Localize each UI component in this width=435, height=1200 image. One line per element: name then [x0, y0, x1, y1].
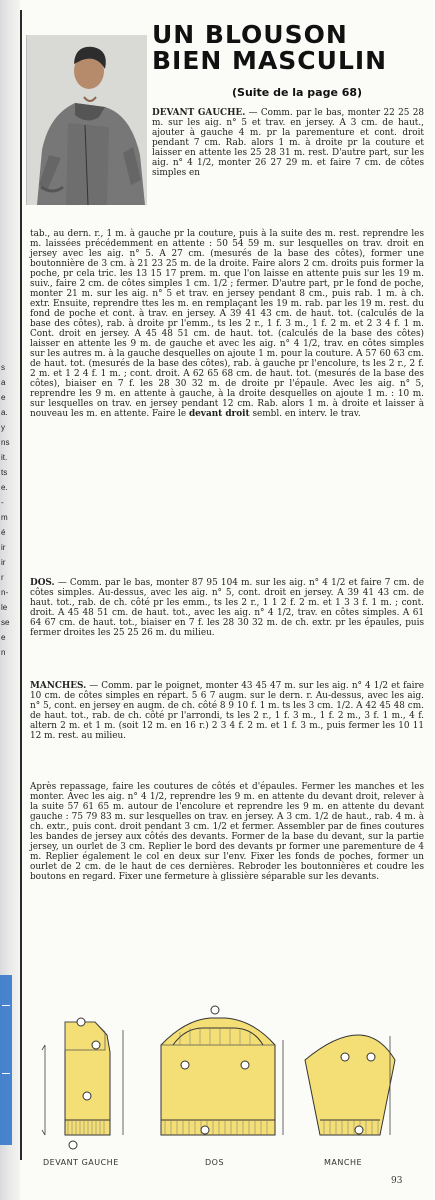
page-number: 93 — [391, 1176, 403, 1186]
margin-char: le — [1, 603, 8, 612]
continuation-note: (Suite de la page 68) — [232, 86, 363, 99]
margin-char: ns — [1, 438, 10, 447]
manche-pattern-diagram — [305, 1035, 395, 1135]
vertical-rule — [20, 10, 22, 1160]
margin-char: s — [1, 363, 5, 372]
diagram-label-dos: DOS — [205, 1158, 225, 1167]
dos-text: — Comm. par le bas, monter 87 95 104 m. sur les aig. n° 4 1/2 et faire 7 cm. de côtes simples. Au-dessus, avec les aig. n° 5, cont. droit en jersey. A 39 41 43 cm. de haut. tot., rab. de ch. côté pr les emm., ts les 2 r., 1 1 2 f. 2 m. et 1 3 3 f. 1 m. ; cont. droit. A 45 48 51 cm. de haut. tot., avec les aig. n° 4 1/2, trav. en côtes simples. A 61 64 67 cm. de haut. tot., biaiser en 7 f. les 28 30 32 m. de ch. extr. pr les épaules, puis fermer droites les 25 25 26 m. du milieu. — [30, 578, 424, 638]
margin-char: se — [1, 618, 10, 627]
margin-char: a — [1, 378, 6, 387]
finishing-section — [30, 782, 424, 882]
title-line-2: BIEN MASCULIN — [152, 46, 388, 75]
devant-gauche-intro — [152, 108, 424, 178]
manches-text: — Comm. par le poignet, monter 43 45 47 m. sur les aig. n° 4 1/2 et faire 10 cm. de côtes simples en répart. 5 6 7 augm. sur le dern. r. Au-dessus, avec les aig. n° 5, cont. en jersey en augm. de ch. côté 8 9 10 f. 1 m. ts les 3 cm. 1/2. A 42 45 48 cm. de haut. tot., rab. de ch. côté pr l'arrondi, ts les 2 r., 1 f. 3 m., 1 f. 2 m., 3 f. 1 m., 4 f. altern 2 m. et 1 m. (soit 12 m. en 16 r.) 2 3 4 f. 2 m. et 1 f. 3 m., puis fermer les 10 11 12 m. rest. au milieu. — [30, 681, 424, 741]
devant-end-text: sembl. en interv. le trav. — [249, 409, 361, 419]
margin-char: n — [1, 648, 6, 657]
margin-char: r — [1, 573, 4, 582]
devant-body-text: tab., au dern. r., 1 m. à gauche pr la couture, puis à la suite des m. rest. reprendre les m. laissées précédemment en attente : 50 54 59 m. sur lesquelles on trav. droit en jersey avec les aig. n° 5. A 27 cm. (mesurés de la base des côtes), former une boutonnière de 3 cm. à 21 23 25 m. de la droite. Faire alors 2 cm. droits puis former la poche, pr cela tric. les 13 15 17 prem. m. que l'on laisse en attente puis sur les 19 m. suiv., faire 2 cm. de côtes simples 1 cm. 1/2 ; fermer. D'autre part, pr le fond de poche, monter 21 m. sur les aig. n° 5 et trav. en jersey pendant 8 cm., puis rab. 1 m. à ch. extr. Ensuite, reprendre ttes les m. en remplaçant les 19 m. rab. par les 19 m. rest. du fond de poche et cont. à trav. en jersey. A 39 41 43 cm. de haut. tot. (calculés de la base des côtes), rab. à droite pr l'emm., ts les 2 r., 1 f. 3 m., 1 f. 2 m. et 2 3 4 f. 1 m. Cont. droit en jersey. A 45 48 51 cm. de haut. tot. (calculés de la base des côtes) laisser en attente les 9 m. de gauche et avec les aig. n° 4 1/2, trav. en côtes simples sur les autres m. à la gauche desquelles on ajoute 1 m. pour la couture. A 57 60 63 cm. de haut. tot. (mesurés de la base des côtes), rab. à gauche pr l'encolure, ts les 2 r., 2 f. 2 m. et 1 2 4 f. 1 m. ; cont. droit. A 62 65 68 cm. de haut. tot. (mesurés de la base des côtes), biaiser en 7 f. les 28 30 32 m. de droite pr l'épaule. Avec les aig. n° 5, reprendre les 9 m. en attente à gauche, à la droite desquelles on ajoute 1 m. : 10 m. sur lesquelles on trav. en jersey pendant 12 cm. Rab. alors 1 m. à droite et laisser à nouveau les m. en attente. Faire le — [30, 229, 424, 419]
section-heading-dos: DOS. — [30, 578, 55, 588]
devant-pattern-diagram — [42, 1018, 123, 1149]
section-heading-devant: DEVANT GAUCHE. — [152, 108, 246, 118]
margin-char: e. — [1, 483, 8, 492]
margin-char: a. — [1, 408, 8, 417]
manches-section — [30, 681, 424, 741]
model-photo — [26, 35, 147, 205]
diagram-label-manche: MANCHE — [324, 1158, 363, 1167]
title-line-1: UN BLOUSON — [152, 20, 348, 49]
devant-intro-text: — Comm. par le bas, monter 22 25 28 m. sur les aig. n° 5 et trav. en jersey. A 3 cm. de haut., ajouter à gauche 4 m. pr la parementure et cont. droit pendant 7 cm. Rab. alors 1 m. à droite pr la couture et laisser en attente les 25 28 31 m. rest. D'autre part, sur les aig. n° 4 1/2, monter 26 27 29 m. et faire 7 cm. de côtes simples en — [152, 108, 424, 178]
margin-char: it. — [1, 453, 8, 462]
article-title — [152, 22, 427, 74]
margin-char: é — [1, 528, 6, 537]
margin-char: - — [1, 498, 4, 507]
margin-char: y — [1, 423, 5, 432]
dos-pattern-diagram — [161, 1006, 283, 1135]
dos-section — [30, 578, 424, 638]
margin-char: ir — [1, 543, 6, 552]
finishing-text: Après repassage, faire les coutures de côtés et d'épaules. Fermer les manches et les monter. Avec les aig. n° 4 1/2, reprendre les 9 m. en attente du devant droit, relever à la suite 57 61 65 m. autour de l'encolure et reprendre les 9 m. en attente du devant gauche : 75 79 83 m. sur lesquelles on trav. en jersey. A 3 cm. 1/2 de haut., rab. 4 m. à ch. extr., puis cont. droit pendant 3 cm. 1/2 et fermer. Assembler par de fines coutures les bandes de jersey aux côtés des devants. Former de la base du devant, sur la partie jersey, un ourlet de 3 cm. Replier le bord des devants pr former une parementure de 4 m. Replier également le col en deux sur l'env. Fixer les fonds de poches, former un ourlet de 2 cm. de le haut de ces dernières. Rebroder les boutonnières et coudre les boutons en regard. Fixer une fermeture à glissière séparable sur les devants. — [30, 782, 424, 882]
margin-char: e — [1, 633, 6, 642]
margin-char: n- — [1, 588, 9, 597]
devant-gauche-body — [30, 229, 424, 419]
margin-char: m — [1, 513, 8, 522]
section-heading-manches: MANCHES. — [30, 681, 87, 691]
margin-char: ts — [1, 468, 8, 477]
margin-char: ir — [1, 558, 6, 567]
blue-edge-decoration — [0, 975, 12, 1145]
diagram-label-devant: DEVANT GAUCHE — [43, 1158, 119, 1167]
margin-text-fragments — [1, 360, 16, 660]
margin-char: e — [1, 393, 6, 402]
knitting-pattern-diagrams — [35, 1000, 400, 1160]
devant-droit-label: devant droit — [188, 409, 250, 419]
